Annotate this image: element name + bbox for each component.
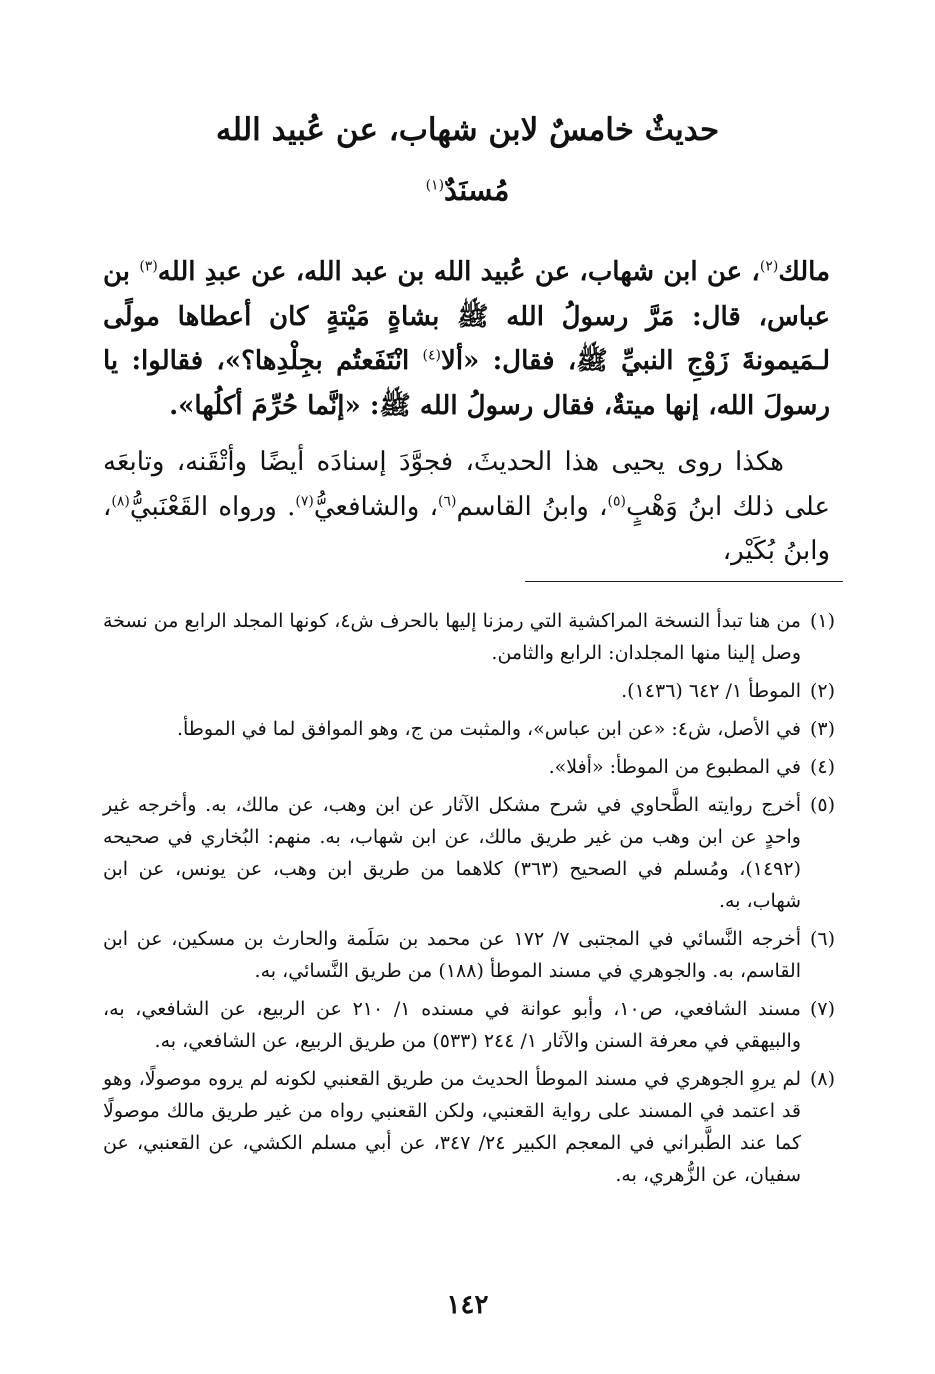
footnote-number: (٥) <box>809 794 835 816</box>
footnote-number: (١) <box>809 610 835 632</box>
main-text <box>103 250 830 574</box>
footnote-text: في الأصل، ش٤: «عن ابن عباس»، والمثبت من ج، وهو الموافق لما في الموطأ. <box>176 718 801 740</box>
footnote-text: الموطأ ١/ ٦٤٢ (١٤٣٦). <box>621 680 801 702</box>
footnote-4 <box>103 751 835 783</box>
hadith-paragraph <box>103 250 830 428</box>
footnote-2 <box>103 675 835 707</box>
page-subtitle <box>60 170 875 210</box>
footnote-number: (٣) <box>809 718 835 740</box>
footnote-ref: (٦) <box>437 492 457 509</box>
hadith-text: انْتَفَعتُم بجِلْدِها؟»، فقالوا: يا رسولَ الله، إنها ميتةٌ، فقال رسولُ الله ﷺ: «إنَّما حُرِّمَ أكلُها». <box>103 346 830 421</box>
commentary-text: هكذا روى يحيى هذا الحديثَ، فجوَّدَ إسنادَه أيضًا وأتْقَنه، وتابعَه على ذلك ابنُ وَهْبٍ <box>103 447 831 522</box>
commentary-text: ، وابنُ القاسم <box>456 491 608 522</box>
hadith-text: مالك <box>778 257 830 287</box>
footnote-text: مسند الشافعي، ص١٠، وأبو عوانة في مسنده ١/ ٢١٠ عن الربيع، عن الشافعي، به، والبيهقي في معرفة السنن والآثار ١/ ٢٤٤ (٥٣٣) من طريق الربيع، عن الشافعي، به. <box>103 998 801 1052</box>
hadith-text: بن عباس، قال: مَرَّ رسولُ الله ﷺ بشاةٍ مَيْتةٍ كان أعطاها مولًى لـمَيمونةَ زَوْجِ النبيِّ ﷺ، فقال: «ألا <box>103 257 830 376</box>
footnote-number: (٨) <box>809 1068 835 1090</box>
page-number: ١٤٢ <box>446 1290 489 1320</box>
page-title <box>60 108 875 152</box>
commentary-text: ، والشافعيُّ <box>313 491 438 522</box>
footnote-separator <box>525 581 843 582</box>
footnotes <box>103 605 835 1197</box>
footnote-text: من هنا تبدأ النسخة المراكشية التي رمزنا إليها بالحرف ش٤، كونها المجلد الرابع من نسخة وصل إلينا منها المجلدان: الرابع والثامن. <box>103 610 801 664</box>
footnote-ref: (٢) <box>759 258 779 275</box>
footnote-ref: (٣) <box>139 258 158 275</box>
footnote-number: (٤) <box>809 756 835 778</box>
commentary-paragraph <box>103 440 830 574</box>
commentary-text: . ورواه القَعْنَبيُّ <box>129 491 296 522</box>
hadith-text: ، عن ابن شهاب، عن عُبيد الله بن عبد الله، عن عبدِ الله <box>157 257 760 287</box>
commentary-text: ، وابنُ بُكَيْر، <box>103 491 830 566</box>
footnote-ref: (١) <box>425 177 445 194</box>
footnote-ref: (٥) <box>607 492 626 509</box>
footnote-number: (٧) <box>809 998 835 1020</box>
footnote-text: لم يروِ الجوهري في مسند الموطأ الحديث من طريق القعنبي لكونه لم يروه موصولًا، وهو قد اعتمد في المسند على رواية القعنبي، ولكن القعنبي رواه من غير طريق مالك موصولًا كما عند الطَّبراني في المعجم الكبير ٢٤/ ٣٤٧، عن أبي مسلم الكشي، عن القعنبي، عن سفيان، عن الزُّهري، به. <box>103 1068 801 1186</box>
footnote-5 <box>103 789 835 917</box>
footnote-1 <box>103 605 835 669</box>
title-text: حديثٌ خامسٌ لابن شهاب، عن عُبيد الله <box>215 112 720 148</box>
footnote-text: أخرج روايته الطَّحاوي في شرح مشكل الآثار عن ابن وهب، عن مالك، به. وأخرجه غير واحدٍ عن ابن وهب من غير طريق مالك، عن ابن شهاب، به. منهم: البُخاري في صحيحه (١٤٩٢)، ومُسلم في الصحيح (٣٦٣) كلاهما من طريق ابن وهب، عن يونس، عن ابن شهاب، به. <box>103 794 801 912</box>
footnote-ref: (٧) <box>295 492 314 509</box>
footnote-3 <box>103 713 835 745</box>
footnote-6 <box>103 923 835 987</box>
footnote-text: أخرجه النَّسائي في المجتبى ٧/ ١٧٢ عن محمد بن سَلَمة والحارث بن مسكين، عن ابن القاسم، به. والجوهري في مسند الموطأ (١٨٨) من طريق النَّسائي، به. <box>103 928 801 982</box>
footnote-number: (٦) <box>809 928 835 950</box>
footnote-number: (٢) <box>809 680 835 702</box>
footnote-8 <box>103 1063 835 1191</box>
footnote-ref: (٨) <box>111 492 130 509</box>
footnote-text: في المطبوع من الموطأ: «أفلا». <box>548 756 801 778</box>
footnote-ref: (٤) <box>422 347 441 364</box>
subtitle-text: مُسنَدٌ <box>444 173 510 207</box>
footnote-7 <box>103 993 835 1057</box>
